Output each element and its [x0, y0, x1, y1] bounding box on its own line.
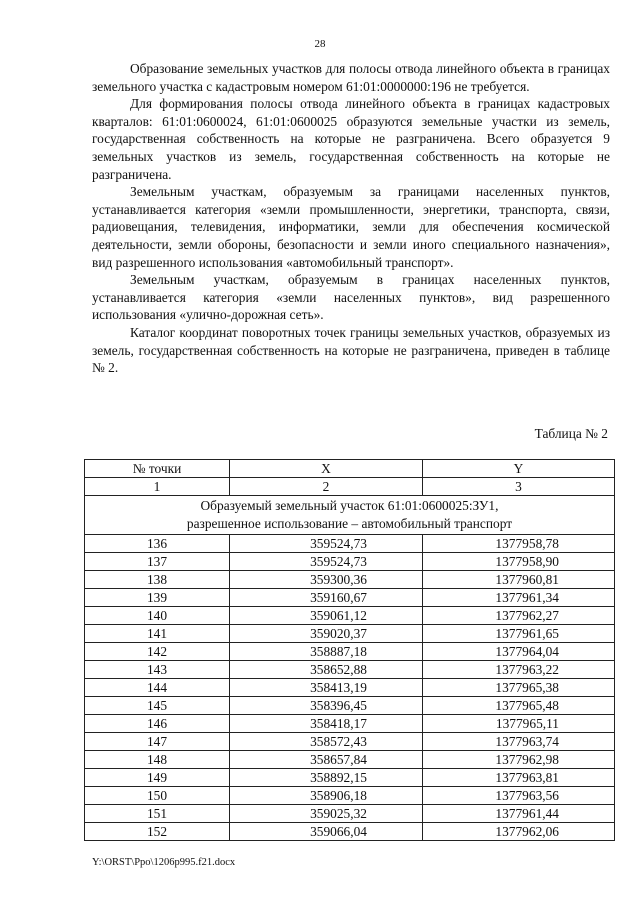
- paragraph: Образование земельных участков для полосы отвода линейного объекта в границах земельного участка с кадастровым номером 61:01:0000000:196 не требуется.: [92, 61, 610, 94]
- y-coordinate-cell: 1377961,44: [423, 805, 615, 823]
- y-coordinate-cell: 1377960,81: [423, 571, 615, 589]
- y-coordinate-cell: 1377965,38: [423, 679, 615, 697]
- paragraph: Для формирования полосы отвода линейного объекта в границах кадастровых кварталов: 61:01:0600024, 61:01:0600025 образуются земельные участки из земель, государственная собственность на которые не разграничена. Всего образуется 9 земельных участков из земель, государственная собственность на которые не разграничена.: [92, 96, 610, 182]
- table-row: [85, 625, 615, 643]
- x-coordinate-cell: 359300,36: [230, 571, 423, 589]
- x-coordinate-cell: 359020,37: [230, 625, 423, 643]
- x-coordinate-cell: 358887,18: [230, 643, 423, 661]
- header-x: X: [230, 460, 423, 478]
- x-coordinate-cell: 359066,04: [230, 823, 423, 841]
- table-row: [85, 733, 615, 751]
- section-title-line2: разрешенное использование – автомобильный транспорт: [186, 516, 513, 531]
- table-row: [85, 589, 615, 607]
- table-row: [85, 787, 615, 805]
- column-number: 1: [85, 478, 230, 496]
- point-number-cell: 152: [85, 823, 230, 841]
- y-coordinate-cell: 1377965,11: [423, 715, 615, 733]
- point-number-cell: 141: [85, 625, 230, 643]
- y-coordinate-cell: 1377961,65: [423, 625, 615, 643]
- table-row: [85, 697, 615, 715]
- y-coordinate-cell: 1377963,56: [423, 787, 615, 805]
- point-number-cell: 142: [85, 643, 230, 661]
- header-point-number: № точки: [85, 460, 230, 478]
- x-coordinate-cell: 359524,73: [230, 553, 423, 571]
- point-number-cell: 145: [85, 697, 230, 715]
- point-number-cell: 147: [85, 733, 230, 751]
- paragraph: Земельным участкам, образуемым за границами населенных пунктов, устанавливается категория «земли промышленности, энергетики, транспорта, связи, радиовещания, телевидения, информатики, земли для обеспечения космической деятельности, земли обороны, безопасности и земли иного специального назначения», вид разрешенного использования «автомобильный транспорт».: [92, 184, 610, 270]
- y-coordinate-cell: 1377964,04: [423, 643, 615, 661]
- table-row: [85, 661, 615, 679]
- paragraph: Каталог координат поворотных точек границы земельных участков, образуемых из земель, государственная собственность на которые не разграничена, приведен в таблице № 2.: [92, 324, 610, 376]
- paragraph: Земельным участкам, образуемым в границах населенных пунктов, устанавливается категория «земли населенных пунктов», вид разрешенного использования «улично-дорожная сеть».: [92, 272, 610, 323]
- point-number-cell: 148: [85, 751, 230, 769]
- table-row: [85, 607, 615, 625]
- y-coordinate-cell: 1377963,81: [423, 769, 615, 787]
- x-coordinate-cell: 358652,88: [230, 661, 423, 679]
- y-coordinate-cell: 1377958,90: [423, 553, 615, 571]
- point-number-cell: 151: [85, 805, 230, 823]
- table-row: [85, 643, 615, 661]
- header-y: Y: [423, 460, 615, 478]
- y-coordinate-cell: 1377962,06: [423, 823, 615, 841]
- y-coordinate-cell: 1377962,27: [423, 607, 615, 625]
- point-number-cell: 136: [85, 535, 230, 553]
- y-coordinate-cell: 1377963,22: [423, 661, 615, 679]
- point-number-cell: 138: [85, 571, 230, 589]
- section-title-line1: Образуемый земельный участок 61:01:0600025:ЗУ1,: [200, 498, 499, 513]
- point-number-cell: 150: [85, 787, 230, 805]
- table-caption: Таблица № 2: [534, 426, 608, 441]
- point-number-cell: 144: [85, 679, 230, 697]
- table-row: [85, 805, 615, 823]
- table-row: [85, 535, 615, 553]
- coordinates-table: [84, 459, 615, 841]
- x-coordinate-cell: 359160,67: [230, 589, 423, 607]
- table-row: [85, 553, 615, 571]
- column-number-row: [85, 478, 615, 496]
- table-row: [85, 823, 615, 841]
- point-number-cell: 143: [85, 661, 230, 679]
- y-coordinate-cell: 1377958,78: [423, 535, 615, 553]
- x-coordinate-cell: 358572,43: [230, 733, 423, 751]
- x-coordinate-cell: 358892,15: [230, 769, 423, 787]
- x-coordinate-cell: 359025,32: [230, 805, 423, 823]
- x-coordinate-cell: 358396,45: [230, 697, 423, 715]
- x-coordinate-cell: 358418,17: [230, 715, 423, 733]
- table-row: [85, 751, 615, 769]
- column-number: 2: [230, 478, 423, 496]
- table-row: [85, 715, 615, 733]
- body-text: [92, 60, 610, 377]
- x-coordinate-cell: 358413,19: [230, 679, 423, 697]
- x-coordinate-cell: 359524,73: [230, 535, 423, 553]
- footer-file-path: Y:\ORST\Ppo\1206p995.f21.docx: [92, 857, 236, 868]
- table-row: [85, 679, 615, 697]
- point-number-cell: 149: [85, 769, 230, 787]
- point-number-cell: 137: [85, 553, 230, 571]
- x-coordinate-cell: 358657,84: [230, 751, 423, 769]
- table-row: [85, 769, 615, 787]
- y-coordinate-cell: 1377961,34: [423, 589, 615, 607]
- column-number: 3: [423, 478, 615, 496]
- x-coordinate-cell: 359061,12: [230, 607, 423, 625]
- point-number-cell: 139: [85, 589, 230, 607]
- y-coordinate-cell: 1377965,48: [423, 697, 615, 715]
- y-coordinate-cell: 1377962,98: [423, 751, 615, 769]
- section-row: [85, 496, 615, 535]
- y-coordinate-cell: 1377963,74: [423, 733, 615, 751]
- point-number-cell: 146: [85, 715, 230, 733]
- x-coordinate-cell: 358906,18: [230, 787, 423, 805]
- point-number-cell: 140: [85, 607, 230, 625]
- table-header-row: [85, 460, 615, 478]
- section-title: [85, 496, 615, 535]
- page-number: 28: [314, 38, 326, 50]
- table-row: [85, 571, 615, 589]
